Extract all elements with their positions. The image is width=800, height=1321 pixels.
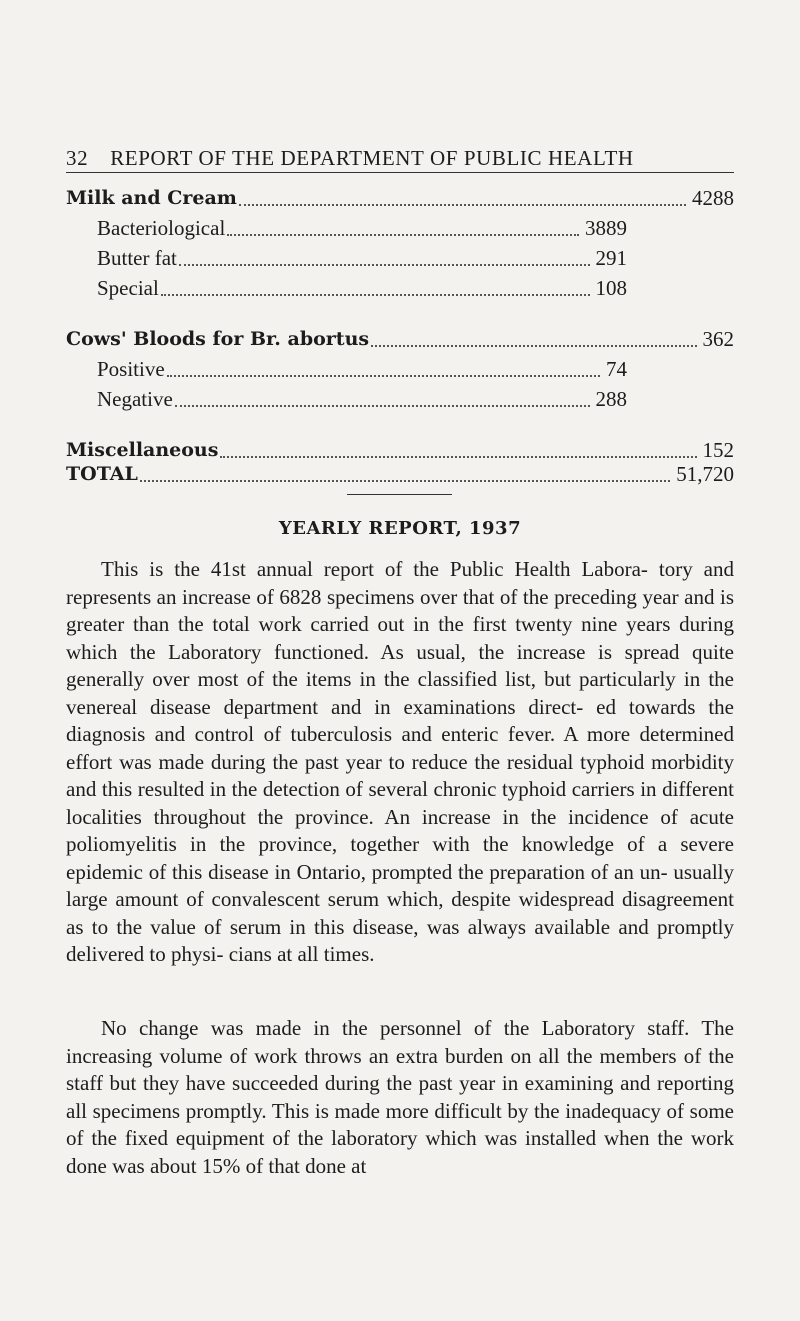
paragraph: No change was made in the personnel of the Laboratory staff. The increasing volume of work throws an extra burden on all the members of the staff but they have succeeded during the past year in examining and reporting all specimens promptly. This is made more difficult by the inadequacy of some of the fixed equipment of the laboratory which was installed when the work done was about 15% of that done at bbox=[66, 1016, 734, 1178]
header-rule bbox=[66, 172, 734, 173]
row-label: Special bbox=[97, 276, 159, 300]
dot-leader bbox=[140, 479, 670, 482]
dot-leader bbox=[167, 374, 600, 377]
row-label: Miscellaneous bbox=[66, 439, 219, 461]
section-title: YEARLY REPORT, 1937 bbox=[278, 518, 522, 539]
row-value: 108 bbox=[595, 276, 627, 300]
table-row-butter-fat bbox=[97, 240, 627, 270]
row-total: 152 bbox=[702, 438, 734, 462]
table-row-milk-cream bbox=[66, 180, 734, 210]
row-value: 291 bbox=[595, 246, 627, 270]
table-row-negative bbox=[97, 381, 627, 411]
row-total: 362 bbox=[702, 327, 734, 351]
dot-leader bbox=[175, 404, 590, 407]
page-number: 32 bbox=[66, 146, 89, 170]
dot-leader bbox=[371, 344, 696, 347]
row-label: Bacteriological bbox=[97, 216, 226, 240]
row-label: Cows' Bloods for Br. abortus bbox=[66, 328, 370, 350]
table-row-bacteriological bbox=[97, 210, 627, 240]
table-row-cows-bloods bbox=[66, 321, 734, 351]
dot-leader bbox=[161, 293, 590, 296]
section-divider bbox=[347, 494, 452, 495]
table-row-special bbox=[97, 270, 627, 300]
row-value: 3889 bbox=[585, 216, 627, 240]
row-value: 74 bbox=[606, 357, 627, 381]
dot-leader bbox=[179, 263, 590, 266]
row-label: Butter fat bbox=[97, 246, 177, 270]
paragraph: This is the 41st annual report of the Public Health Labora- tory and represents an increase of 6828 specimens over that of the preceding year and is greater than the total work carried out in the first twenty nine years during which the Laboratory functioned. As usual, the increase is spread quite generally over most of the items in the classified list, but particularly in the venereal disease department and in examinations direct- ed towards the diagnosis and control of tuberculosis and enteric fever. A more determined effort was made during the past year to reduce the residual typhoid morbidity and this resulted in the detection of several chronic typhoid carriers in different localities throughout the province. An increase in the incidence of acute poliomyelitis in the province, together with the knowledge of a severe epidemic of this disease in Ontario, prompted the preparation of an un- usually large amount of convalescent serum which, despite widespread disagreement as to the value of serum in this disease, was always available and promptly delivered to physi- cians at all times. bbox=[66, 557, 734, 966]
row-value: 288 bbox=[595, 387, 627, 411]
row-label: Milk and Cream bbox=[66, 187, 237, 209]
row-label: Negative bbox=[97, 387, 173, 411]
header-title: REPORT OF THE DEPARTMENT OF PUBLIC HEALTH bbox=[110, 146, 634, 170]
dot-leader bbox=[227, 233, 579, 236]
table-row-positive bbox=[97, 351, 627, 381]
row-label: Positive bbox=[97, 357, 165, 381]
row-label: TOTAL bbox=[66, 463, 138, 485]
dot-leader bbox=[239, 203, 686, 206]
running-header bbox=[66, 146, 734, 171]
table-row-total bbox=[66, 456, 734, 486]
row-total: 4288 bbox=[692, 186, 734, 210]
row-total: 51,720 bbox=[676, 462, 734, 486]
